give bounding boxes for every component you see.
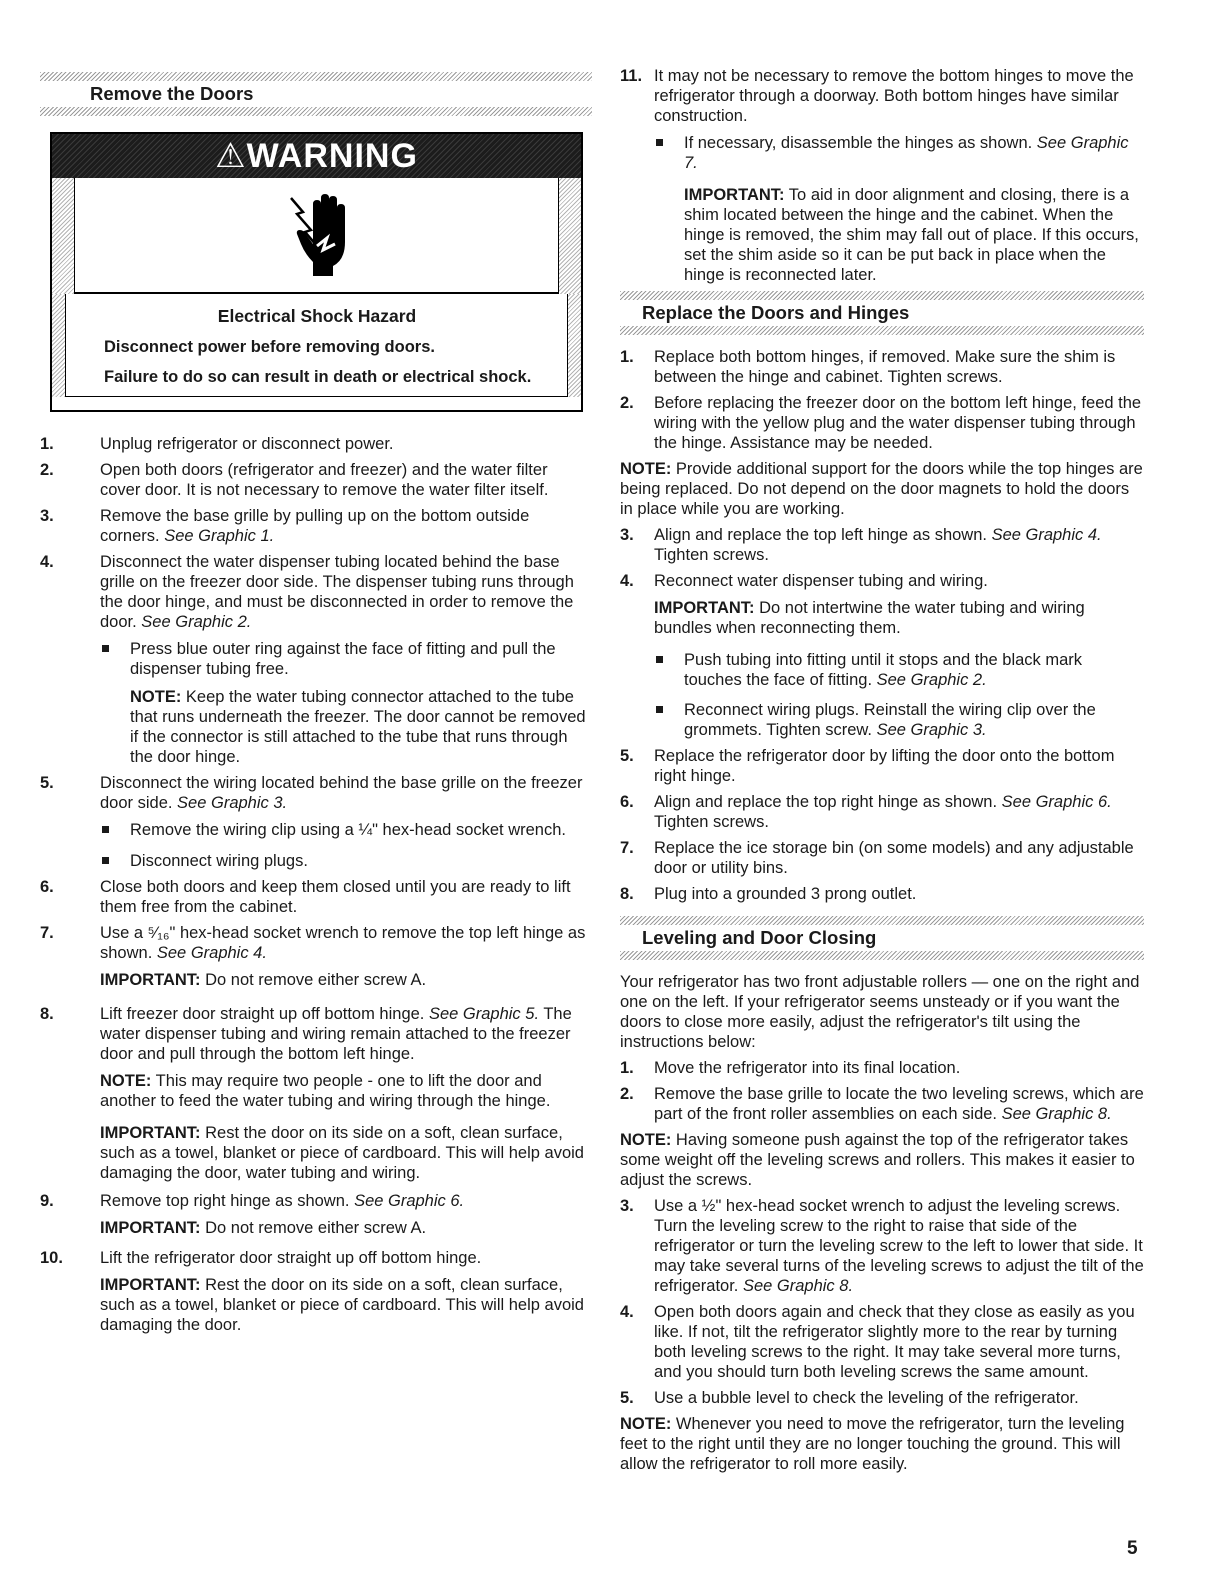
bullet-item: If necessary, disassemble the hinges as shown. See Graphic 7. (654, 133, 1144, 173)
warning-title: ⚠WARNING (215, 137, 418, 175)
important-note: IMPORTANT: Rest the door on its side on a soft, clean surface, such as a towel, blanket or piece of cardboard. This will help avoid damaging the door. (100, 1276, 584, 1334)
step-5: 5. Disconnect the wiring located behind the base grille on the freezer door side. See Graphic 3. Remove the wiring clip using a ¼" hex-head socket wrench. Disconnect wiring plugs. (40, 773, 592, 871)
right-column (620, 0, 1144, 1480)
graphic-reference: See Graphic 6. (1001, 793, 1112, 811)
step-5: 5. Replace the refrigerator door by lifting the door onto the bottom right hinge. (620, 747, 1115, 785)
remove-doors-steps (40, 434, 592, 1335)
step-1: 1. Move the refrigerator into its final location. (620, 1059, 961, 1077)
bullet-item: Reconnect wiring plugs. Reinstall the wiring clip over the grommets. Tighten screw. See Graphic 3. (654, 700, 1144, 740)
note: NOTE: Keep the water tubing connector attached to the tube that runs underneath the freezer. The door cannot be removed if the connector is still attached to the tube that runs through the door hinge. (130, 688, 586, 766)
section-rule-bottom (40, 107, 592, 116)
important-note: IMPORTANT: Do not remove either screw A. (100, 971, 427, 989)
bullet-item: Push tubing into fitting until it stops and the black mark touches the face of fitting. See Graphic 2. (654, 650, 1144, 690)
graphic-reference: See Graphic 8. (1001, 1105, 1112, 1123)
bullet-item: Disconnect wiring plugs. (100, 851, 592, 871)
note: NOTE: Whenever you need to move the refrigerator, turn the leveling feet to the right until they are no longer touching the ground. This will allow the refrigerator to roll more easily. (620, 1415, 1125, 1473)
step-8: 8. Plug into a grounded 3 prong outlet. (620, 885, 917, 903)
leveling-steps (620, 1058, 1144, 1124)
warning-line-2: Failure to do so can result in death or electrical shock. (104, 368, 532, 386)
step-4: 4. Reconnect water dispenser tubing and wiring. IMPORTANT: Do not intertwine the water tubing and wiring bundles when reconnecting them. Push tubing into fitting until it stops and the black mark touches the face of fitting. See Graphic 2. Reconnect wiring plugs. Reinstall the wiring clip over the grommets. Tighten screw. See Graphic 3. (620, 571, 1144, 740)
warning-hazard: Electrical Shock Hazard (217, 306, 417, 326)
warning-icon-row (52, 178, 581, 294)
step-3: 3. Align and replace the top left hinge as shown. See Graphic 4. Tighten screws. (620, 526, 1102, 564)
graphic-reference: See Graphic 2. (876, 671, 987, 689)
graphic-reference: See Graphic 8. (742, 1277, 854, 1295)
warning-banner (52, 134, 581, 178)
step-1: 1. Unplug refrigerator or disconnect power. (40, 435, 394, 453)
leveling-intro: Your refrigerator has two front adjustable rollers — one on the right and one on the left. If your refrigerator seems unsteady or if you want the doors to close more easily, adjust the refrigerator's tilt using the instructions below: (620, 973, 1140, 1051)
step-2: 2. Remove the base grille to locate the two leveling screws, which are part of the front roller assemblies on each side. See Graphic 8. (620, 1085, 1144, 1123)
step-2: 2. Open both doors (refrigerator and freezer) and the water filter cover door. It is not necessary to remove the water filter itself. (40, 461, 549, 499)
step-10: 10. Lift the refrigerator door straight up off bottom hinge. IMPORTANT: Rest the door on its side on a soft, clean surface, such as a towel, blanket or piece of cardboard. This will help avoid damaging the door. (40, 1248, 592, 1335)
section-title: Remove the Doors (90, 83, 254, 104)
graphic-reference: See Graphic 6. (354, 1192, 465, 1210)
important-note: IMPORTANT: Rest the door on its side on a soft, clean surface, such as a towel, blanket or piece of cardboard. This will help avoid damaging the door, water tubing and wiring. (100, 1124, 584, 1182)
step-6: 6. Align and replace the top right hinge as shown. See Graphic 6. Tighten screws. (620, 793, 1112, 831)
graphic-reference: See Graphic 5. (428, 1005, 540, 1023)
graphic-reference: See Graphic 4. (991, 526, 1102, 544)
graphic-reference: See Graphic 1. (164, 527, 275, 545)
left-column (40, 0, 592, 1341)
graphic-reference: See Graphic 2. (141, 613, 252, 631)
step-2: 2. Before replacing the freezer door on the bottom left hinge, feed the wiring with the yellow plug and the water dispenser tubing through the hinge. Assistance may be needed. (620, 394, 1142, 452)
step-9: 9. Remove top right hinge as shown. See Graphic 6. IMPORTANT: Do not remove either screw A. (40, 1191, 592, 1238)
page-number: 5 (1127, 1538, 1138, 1559)
section-header-remove-doors (40, 72, 592, 116)
important-note: IMPORTANT: Do not intertwine the water tubing and wiring bundles when reconnecting them. (654, 599, 1085, 637)
step-11: 11. It may not be necessary to remove the bottom hinges to move the refrigerator through a doorway. Both bottom hinges have similar construction. If necessary, disassemble the hinges as shown. See Graphic 7. IMPORTANT: To aid in door alignment and closing, there is a shim located between the hinge and the cabinet. When the hinge is removed, the shim may fall out of place. If this occurs, set the shim aside so it can be put back in place when the hinge is reconnected later. (620, 66, 1144, 285)
step-3: 3. Remove the base grille by pulling up on the bottom outside corners. See Graphic 1. (40, 507, 530, 545)
graphic-reference: See Graphic 4. (156, 944, 267, 962)
step-1: 1. Replace both bottom hinges, if removed. Make sure the shim is between the hinge and cabinet. Tighten screws. (620, 348, 1116, 386)
section-rule-top (40, 72, 592, 81)
step-6: 6. Close both doors and keep them closed until you are ready to lift them free from the cabinet. (40, 878, 571, 916)
step-7: 7. Use a ⁵⁄₁₆" hex-head socket wrench to remove the top left hinge as shown. See Graphic 4. IMPORTANT: Do not remove either screw A. (40, 923, 592, 990)
step-7: 7. Replace the ice storage bin (on some models) and any adjustable door or utility bins. (620, 839, 1134, 877)
step-4: 4. Disconnect the water dispenser tubing located behind the base grille on the freezer door side. The dispenser tubing runs through the door hinge, and must be disconnected in order to remove the door. See Graphic 2. Press blue outer ring against the face of fitting and pull the dispenser tubing free. NOTE: Keep the water tubing connector attached to the tube that runs underneath the freezer. The door cannot be removed if the connector is still attached to the tube that runs through the door hinge. (40, 552, 592, 767)
bullet-item: Press blue outer ring against the face of fitting and pull the dispenser tubing free. (100, 639, 592, 679)
important-note: IMPORTANT: Do not remove either screw A. (100, 1219, 427, 1237)
bullet-item: Remove the wiring clip using a ¼" hex-head socket wrench. (100, 820, 592, 840)
graphic-reference: See Graphic 3. (177, 794, 288, 812)
step-5: 5. Use a bubble level to check the leveling of the refrigerator. (620, 1389, 1079, 1407)
step-8: 8. Lift freezer door straight up off bottom hinge. See Graphic 5. The water dispenser tubing and wiring remain attached to the freezer door and pull through the bottom left hinge. NOTE: This may require two people - one to lift the door and another to feed the water tubing and wiring through the hinge. IMPORTANT: Rest the door on its side on a soft, clean surface, such as a towel, blanket or piece of cardboard. This will help avoid damaging the door, water tubing and wiring. (40, 1004, 592, 1183)
note: NOTE: Provide additional support for the doors while the top hinges are being replaced. Do not depend on the door magnets to hold the doors in place while you are working. (620, 460, 1143, 518)
important-note: IMPORTANT: To aid in door alignment and closing, there is a shim located between the hinge and the cabinet. When the hinge is removed, the shim may fall out of place. If this occurs, set the shim aside so it can be put back in place when the hinge is reconnected later. (684, 186, 1139, 284)
note: NOTE: Having someone push against the top of the refrigerator takes some weight off the leveling screws and rollers. This makes it easier to adjust the screws. (620, 1131, 1135, 1189)
section-header-leveling (620, 916, 1144, 960)
note: NOTE: This may require two people - one to lift the door and another to feed the water tubing and wiring through the hinge. (100, 1072, 551, 1110)
replace-doors-steps (620, 347, 1144, 453)
remove-doors-steps-continued (620, 66, 1144, 285)
section-title: Replace the Doors and Hinges (642, 302, 910, 323)
section-header-replace-doors (620, 291, 1144, 335)
section-title: Leveling and Door Closing (642, 927, 877, 948)
warning-line-1: Disconnect power before removing doors. (104, 338, 435, 356)
step-3: 3. Use a ½" hex-head socket wrench to adjust the leveling screws. Turn the leveling screw to the right to raise that side of the refrigerator or turn the leveling screw to the left to lower that side. It may take several turns of the leveling screws to adjust the tilt of the refrigerator. See Graphic 8. (620, 1197, 1144, 1295)
warning-box (50, 132, 583, 412)
graphic-reference: See Graphic 7. (684, 134, 1129, 172)
graphic-reference: See Graphic 3. (876, 721, 987, 739)
electrical-shock-hand-icon (74, 178, 559, 294)
step-4: 4. Open both doors again and check that they close as easily as you like. If not, tilt the refrigerator slightly more to the rear by turning both leveling screws to the right. It may take several more turns, and you should turn both leveling screws the same amount. (620, 1303, 1135, 1381)
warning-text-panel (65, 294, 568, 397)
